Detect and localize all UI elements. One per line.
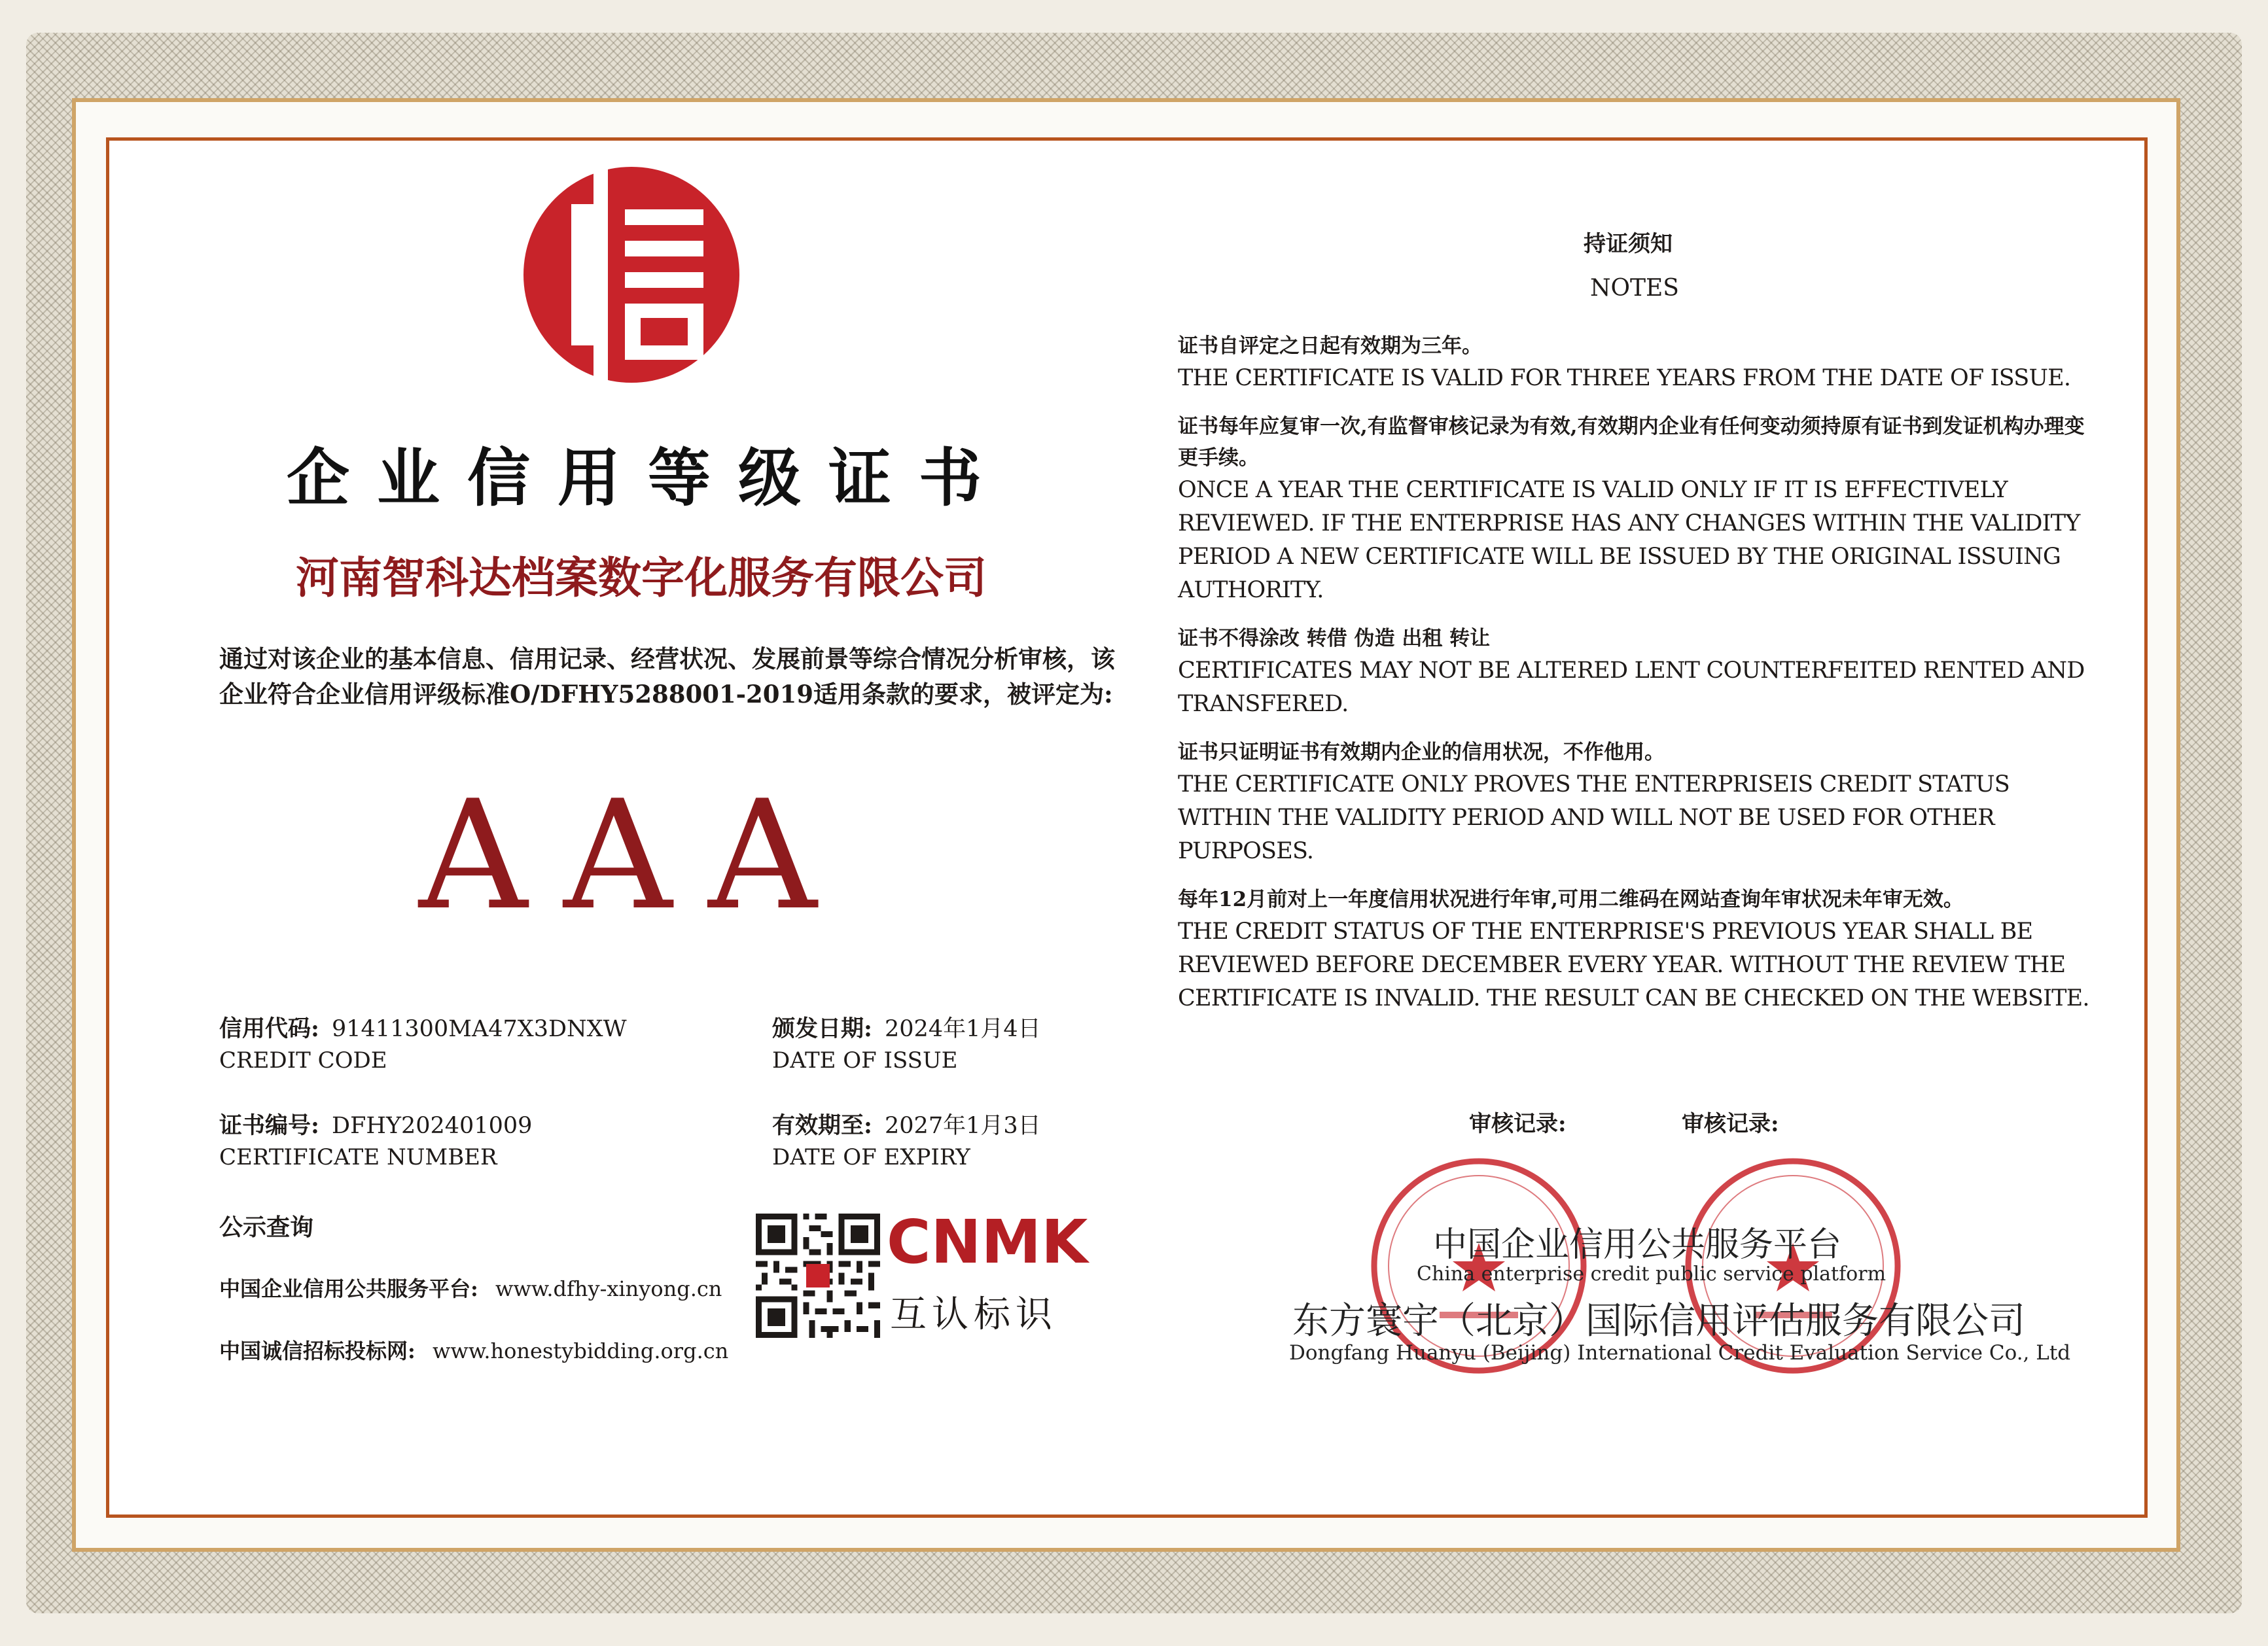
notes-title-en: NOTES	[1590, 275, 1679, 302]
platform-name-en: China enterprise credit public service platform	[1417, 1263, 1887, 1286]
qr-code[interactable]	[756, 1214, 880, 1338]
expiry-block	[772, 1108, 1041, 1170]
note-text-en: THE CREDIT STATUS OF THE ENTERPRISE'S PREVIOUS YEAR SHALL BE REVIEWED BEFORE DECEMBER EVERY YEAR. WITHOUT THE REVIEW THE CERTIFICATE IS INVALID. THE RESULT CAN BE CHECKED ON THE WEBSITE.	[1178, 919, 2089, 1011]
cert-number-label: 证书编号:	[219, 1112, 319, 1139]
credit-code-label-en: CREDIT CODE	[219, 1047, 387, 1074]
public-query-title: 公示查询	[219, 1214, 314, 1241]
cnmk-brand: CNMK	[887, 1207, 1088, 1277]
certificate-title: 企业信用等级证书	[287, 442, 1009, 515]
note-item	[1178, 411, 2094, 607]
review-record-label-2: 审核记录:	[1682, 1111, 1779, 1137]
platform-name-cn: 中国企业信用公共服务平台	[1433, 1225, 1842, 1265]
note-text-en: CERTIFICATES MAY NOT BE ALTERED LENT COUNTERFEITED RENTED AND TRANSFERED.	[1178, 657, 2085, 717]
note-item	[1178, 330, 2094, 395]
issue-date-value: 2024年1月4日	[885, 1016, 1041, 1042]
expiry-label: 有效期至:	[772, 1112, 872, 1139]
note-item	[1178, 884, 2094, 1015]
query-site-2	[219, 1335, 728, 1365]
cert-number-value: DFHY202401009	[332, 1113, 533, 1139]
notes-title-cn: 持证须知	[1584, 231, 1673, 257]
query-site-2-label: 中国诚信招标投标网:	[219, 1339, 416, 1363]
note-text-cn: 证书自评定之日起有效期为三年。	[1178, 334, 1482, 358]
company-name: 河南智科达档案数字化服务有限公司	[296, 553, 987, 603]
cert-number-label-en: CERTIFICATE NUMBER	[219, 1144, 497, 1170]
credit-logo	[520, 164, 743, 386]
notes-list	[1178, 330, 2094, 1031]
issuer-name-en: Dongfang Huanyu (Beijing) International Credit Evaluation Service Co., Ltd	[1289, 1341, 2071, 1365]
note-text-cn: 证书不得涂改 转借 伪造 出租 转让	[1178, 627, 1491, 650]
query-site-2-url[interactable]: www.honestybidding.org.cn	[433, 1339, 729, 1363]
note-item	[1178, 737, 2094, 868]
review-record-label-1: 审核记录:	[1469, 1111, 1567, 1137]
note-text-cn: 证书只证明证书有效期内企业的信用状况，不作他用。	[1178, 741, 1665, 764]
query-site-1-label: 中国企业信用公共服务平台:	[219, 1276, 478, 1301]
issuer-name-cn: 东方寰宇（北京）国际信用评估服务有限公司	[1292, 1300, 2025, 1342]
note-text-cn: 证书每年应复审一次,有监督审核记录为有效,有效期内企业有任何变动须持原有证书到发证机构办理变更手续。	[1178, 415, 2085, 470]
evaluation-statement: 通过对该企业的基本信息、信用记录、经营状况、发展前景等综合情况分析审核，该企业符合企业信用评级标准O/DFHY5288001-2019适用条款的要求，被评定为:	[219, 644, 1115, 709]
expiry-label-en: DATE OF EXPIRY	[772, 1144, 970, 1170]
credit-code-label: 信用代码:	[219, 1015, 319, 1042]
credit-code-value: 91411300MA47X3DNXW	[332, 1016, 627, 1042]
query-site-1-url[interactable]: www.dfhy-xinyong.cn	[495, 1276, 722, 1301]
query-site-1	[219, 1272, 722, 1303]
note-item	[1178, 623, 2094, 721]
issue-date-label-en: DATE OF ISSUE	[772, 1047, 958, 1074]
credit-code-block	[219, 1011, 627, 1074]
issue-date-label: 颁发日期:	[772, 1015, 872, 1042]
expiry-value: 2027年1月3日	[885, 1113, 1041, 1139]
cnmk-mutual-recognition: 互认标识	[890, 1293, 1057, 1336]
note-text-en: THE CERTIFICATE ONLY PROVES THE ENTERPRISEIS CREDIT STATUS WITHIN THE VALIDITY PERIOD AND WILL NOT BE USED FOR OTHER PURPOSES.	[1178, 771, 2010, 864]
cert-number-block	[219, 1108, 532, 1170]
note-text-en: ONCE A YEAR THE CERTIFICATE IS VALID ONLY IF IT IS EFFECTIVELY REVIEWED. IF THE ENTERPRISE HAS ANY CHANGES WITHIN THE VALIDITY PERIOD A NEW CERTIFICATE WILL BE ISSUED BY THE ORIGINAL ISSUING AUTHORITY.	[1178, 477, 2080, 603]
issue-date-block	[772, 1011, 1041, 1074]
note-text-cn: 每年12月前对上一年度信用状况进行年审,可用二维码在网站查询年审状况未年审无效。	[1178, 888, 1964, 911]
note-text-en: THE CERTIFICATE IS VALID FOR THREE YEARS FROM THE DATE OF ISSUE.	[1178, 365, 2071, 391]
credit-grade: AAA	[419, 769, 853, 943]
